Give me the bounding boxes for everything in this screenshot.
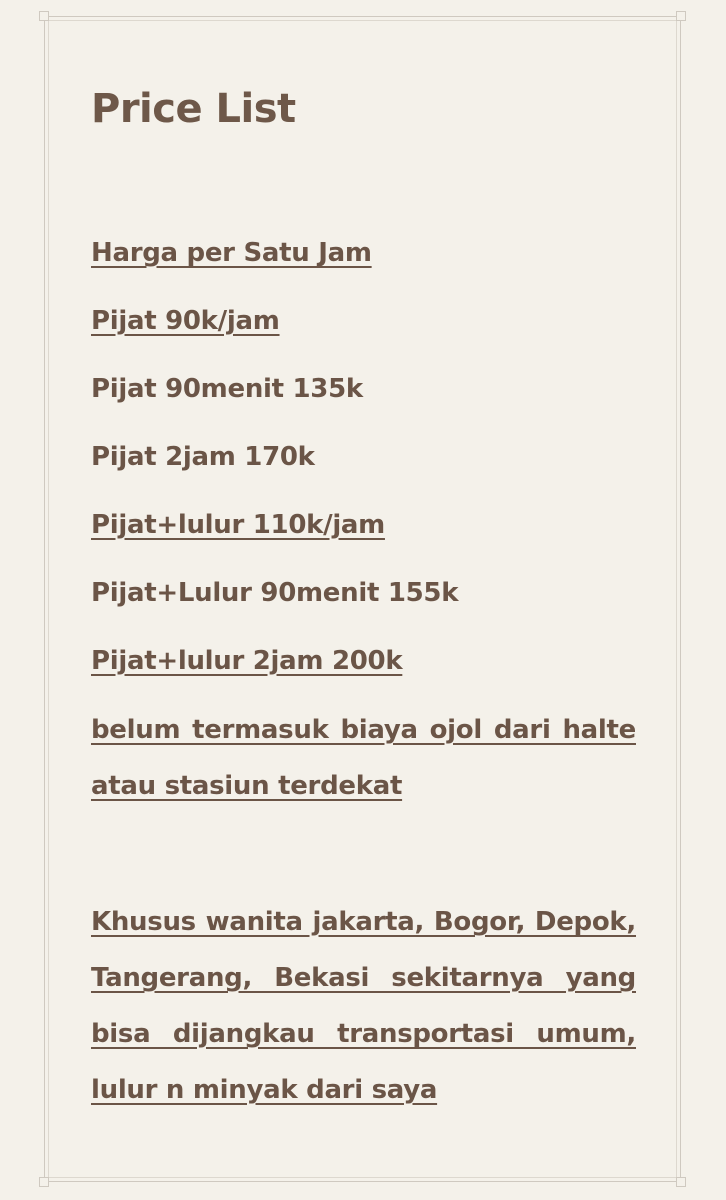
price-line-pijat-lulur-1jam: Pijat+lulur 110k/jam xyxy=(91,510,385,540)
border-corner-ornament xyxy=(39,1177,49,1187)
price-line-pijat-lulur-90menit: Pijat+Lulur 90menit 155k xyxy=(91,578,459,608)
price-line-heading: Harga per Satu Jam xyxy=(91,238,372,268)
border-corner-ornament xyxy=(39,11,49,21)
border-corner-ornament xyxy=(676,1177,686,1187)
price-line-pijat-1jam: Pijat 90k/jam xyxy=(91,306,280,336)
price-line-pijat-90menit: Pijat 90menit 135k xyxy=(91,374,363,404)
page-title: Price List xyxy=(91,86,296,132)
border-corner-ornament xyxy=(676,11,686,21)
price-line-pijat-lulur-2jam: Pijat+lulur 2jam 200k xyxy=(91,646,403,676)
price-line-pijat-2jam: Pijat 2jam 170k xyxy=(91,442,315,472)
coverage-note: Khusus wanita jakarta, Bogor, Depok, Tangerang, Bekasi sekitarnya yang bisa dijangkau transportasi umum, lulur n minyak dari saya xyxy=(91,907,636,1105)
transport-note: belum termasuk biaya ojol dari halte atau stasiun terdekat xyxy=(91,715,636,801)
